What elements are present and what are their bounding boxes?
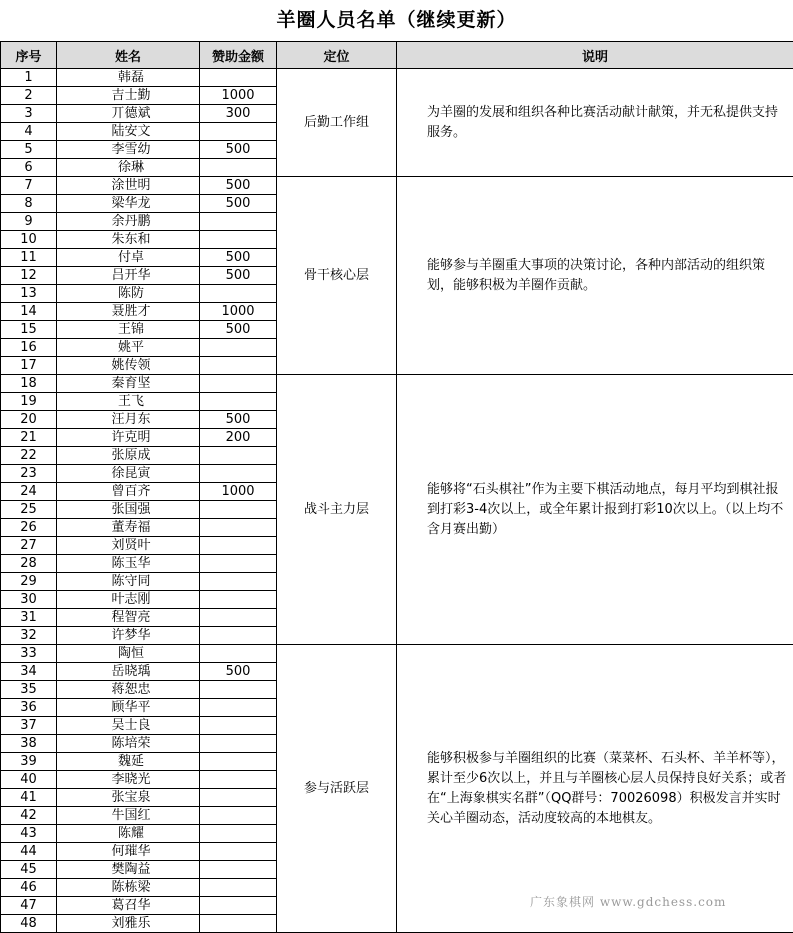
member-name: 魏延	[57, 753, 200, 771]
sponsor-amount	[200, 357, 277, 375]
sponsor-amount	[200, 699, 277, 717]
member-name: 牛国红	[57, 807, 200, 825]
row-index: 12	[1, 267, 57, 285]
sponsor-amount	[200, 915, 277, 933]
row-index: 46	[1, 879, 57, 897]
header-name: 姓名	[57, 42, 200, 69]
header-row	[1, 42, 793, 69]
row-index: 16	[1, 339, 57, 357]
sponsor-amount: 200	[200, 429, 277, 447]
member-name: 丌德斌	[57, 105, 200, 123]
row-index: 37	[1, 717, 57, 735]
member-name: 梁华龙	[57, 195, 200, 213]
sponsor-amount	[200, 447, 277, 465]
sponsor-amount	[200, 807, 277, 825]
sponsor-amount	[200, 897, 277, 915]
sponsor-amount	[200, 753, 277, 771]
member-name: 陈守同	[57, 573, 200, 591]
member-name: 张原成	[57, 447, 200, 465]
row-index: 10	[1, 231, 57, 249]
group-description: 为羊圈的发展和组织各种比赛活动献计献策，并无私提供支持服务。	[397, 69, 793, 177]
sponsor-amount	[200, 843, 277, 861]
row-index: 1	[1, 69, 57, 87]
row-index: 44	[1, 843, 57, 861]
row-index: 31	[1, 609, 57, 627]
sponsor-amount: 300	[200, 105, 277, 123]
row-index: 45	[1, 861, 57, 879]
group-description: 能够积极参与羊圈组织的比赛（菜菜杯、石头杯、羊羊杯等），累计至少6次以上，并且与羊圈核心层人员保持良好关系；或者在“上海象棋实名群”（QQ群号：70026098）积极发言并实时关心羊圈动态，活动度较高的本地棋友。	[397, 645, 793, 933]
member-name: 涂世明	[57, 177, 200, 195]
table-row	[1, 177, 793, 195]
header-description: 说明	[397, 42, 793, 69]
row-index: 33	[1, 645, 57, 663]
member-name: 叶志刚	[57, 591, 200, 609]
member-name: 吴士良	[57, 717, 200, 735]
row-index: 42	[1, 807, 57, 825]
header-index: 序号	[1, 42, 57, 69]
sponsor-amount: 500	[200, 177, 277, 195]
group-position: 战斗主力层	[277, 375, 397, 645]
row-index: 6	[1, 159, 57, 177]
sponsor-amount	[200, 285, 277, 303]
sponsor-amount	[200, 231, 277, 249]
member-name: 秦育坚	[57, 375, 200, 393]
row-index: 39	[1, 753, 57, 771]
member-name: 陈栋梁	[57, 879, 200, 897]
member-name: 徐昆寅	[57, 465, 200, 483]
row-index: 13	[1, 285, 57, 303]
page-title: 羊圈人员名单（继续更新）	[0, 0, 793, 41]
member-name: 何璀华	[57, 843, 200, 861]
sponsor-amount: 1000	[200, 87, 277, 105]
row-index: 24	[1, 483, 57, 501]
row-index: 8	[1, 195, 57, 213]
table-row	[1, 645, 793, 663]
member-name: 陶恒	[57, 645, 200, 663]
row-index: 47	[1, 897, 57, 915]
row-index: 18	[1, 375, 57, 393]
member-name: 李雪幼	[57, 141, 200, 159]
row-index: 40	[1, 771, 57, 789]
sponsor-amount	[200, 717, 277, 735]
member-name: 程智亮	[57, 609, 200, 627]
row-index: 43	[1, 825, 57, 843]
member-name: 陆安文	[57, 123, 200, 141]
row-index: 2	[1, 87, 57, 105]
row-index: 23	[1, 465, 57, 483]
row-index: 32	[1, 627, 57, 645]
member-name: 许梦华	[57, 627, 200, 645]
roster-table	[0, 41, 793, 933]
row-index: 38	[1, 735, 57, 753]
roster-body	[1, 69, 793, 933]
group-position: 后勤工作组	[277, 69, 397, 177]
sponsor-amount	[200, 159, 277, 177]
row-index: 4	[1, 123, 57, 141]
row-index: 14	[1, 303, 57, 321]
member-name: 许克明	[57, 429, 200, 447]
group-position: 骨干核心层	[277, 177, 397, 375]
sponsor-amount	[200, 771, 277, 789]
sponsor-amount: 500	[200, 411, 277, 429]
member-name: 朱东和	[57, 231, 200, 249]
member-name: 曾百齐	[57, 483, 200, 501]
sponsor-amount	[200, 879, 277, 897]
row-index: 48	[1, 915, 57, 933]
row-index: 21	[1, 429, 57, 447]
sponsor-amount	[200, 123, 277, 141]
table-row	[1, 375, 793, 393]
sponsor-amount	[200, 861, 277, 879]
sponsor-amount	[200, 213, 277, 231]
row-index: 9	[1, 213, 57, 231]
member-name: 吕开华	[57, 267, 200, 285]
sponsor-amount	[200, 501, 277, 519]
sponsor-amount	[200, 465, 277, 483]
sponsor-amount	[200, 645, 277, 663]
row-index: 36	[1, 699, 57, 717]
row-index: 19	[1, 393, 57, 411]
header-position: 定位	[277, 42, 397, 69]
member-name: 刘贤叶	[57, 537, 200, 555]
row-index: 34	[1, 663, 57, 681]
member-name: 刘雅乐	[57, 915, 200, 933]
watermark: 广东象棋网 www.gdchess.com	[530, 893, 726, 910]
row-index: 15	[1, 321, 57, 339]
member-name: 顾华平	[57, 699, 200, 717]
row-index: 22	[1, 447, 57, 465]
sponsor-amount	[200, 393, 277, 411]
sponsor-amount	[200, 681, 277, 699]
member-name: 余丹鹏	[57, 213, 200, 231]
sponsor-amount: 500	[200, 195, 277, 213]
member-name: 吉士勤	[57, 87, 200, 105]
sponsor-amount	[200, 375, 277, 393]
member-name: 樊陶益	[57, 861, 200, 879]
member-name: 张国强	[57, 501, 200, 519]
sponsor-amount	[200, 609, 277, 627]
sponsor-amount	[200, 825, 277, 843]
member-name: 姚传领	[57, 357, 200, 375]
row-index: 20	[1, 411, 57, 429]
member-name: 岳晓瑀	[57, 663, 200, 681]
row-index: 28	[1, 555, 57, 573]
group-description: 能够参与羊圈重大事项的决策讨论，各种内部活动的组织策划，能够积极为羊圈作贡献。	[397, 177, 793, 375]
sponsor-amount	[200, 339, 277, 357]
row-index: 26	[1, 519, 57, 537]
member-name: 聂胜才	[57, 303, 200, 321]
sponsor-amount	[200, 555, 277, 573]
sponsor-amount: 500	[200, 321, 277, 339]
member-name: 陈耀	[57, 825, 200, 843]
sponsor-amount	[200, 519, 277, 537]
sponsor-amount	[200, 69, 277, 87]
row-index: 25	[1, 501, 57, 519]
sponsor-amount: 500	[200, 663, 277, 681]
row-index: 7	[1, 177, 57, 195]
member-name: 董寿福	[57, 519, 200, 537]
row-index: 17	[1, 357, 57, 375]
sponsor-amount	[200, 573, 277, 591]
sponsor-amount: 1000	[200, 303, 277, 321]
row-index: 35	[1, 681, 57, 699]
member-name: 陈玉华	[57, 555, 200, 573]
member-name: 汪月东	[57, 411, 200, 429]
member-name: 王锦	[57, 321, 200, 339]
member-name: 徐琳	[57, 159, 200, 177]
row-index: 29	[1, 573, 57, 591]
group-position: 参与活跃层	[277, 645, 397, 933]
member-name: 王飞	[57, 393, 200, 411]
member-name: 李晓光	[57, 771, 200, 789]
member-name: 姚平	[57, 339, 200, 357]
sponsor-amount: 500	[200, 249, 277, 267]
row-index: 5	[1, 141, 57, 159]
row-index: 27	[1, 537, 57, 555]
sponsor-amount	[200, 735, 277, 753]
row-index: 30	[1, 591, 57, 609]
member-name: 陈防	[57, 285, 200, 303]
sponsor-amount: 500	[200, 267, 277, 285]
header-amount: 赞助金额	[200, 42, 277, 69]
group-description: 能够将“石头棋社”作为主要下棋活动地点，每月平均到棋社报到打彩3-4次以上，或全年累计报到打彩10次以上。（以上均不含月赛出勤）	[397, 375, 793, 645]
sponsor-amount	[200, 537, 277, 555]
member-name: 张宝泉	[57, 789, 200, 807]
member-name: 韩磊	[57, 69, 200, 87]
row-index: 3	[1, 105, 57, 123]
member-name: 付卓	[57, 249, 200, 267]
row-index: 41	[1, 789, 57, 807]
sponsor-amount	[200, 591, 277, 609]
member-name: 陈培荣	[57, 735, 200, 753]
sponsor-amount	[200, 627, 277, 645]
member-name: 蒋恕忠	[57, 681, 200, 699]
sponsor-amount: 1000	[200, 483, 277, 501]
row-index: 11	[1, 249, 57, 267]
table-row	[1, 69, 793, 87]
sponsor-amount	[200, 789, 277, 807]
sponsor-amount: 500	[200, 141, 277, 159]
member-name: 葛召华	[57, 897, 200, 915]
